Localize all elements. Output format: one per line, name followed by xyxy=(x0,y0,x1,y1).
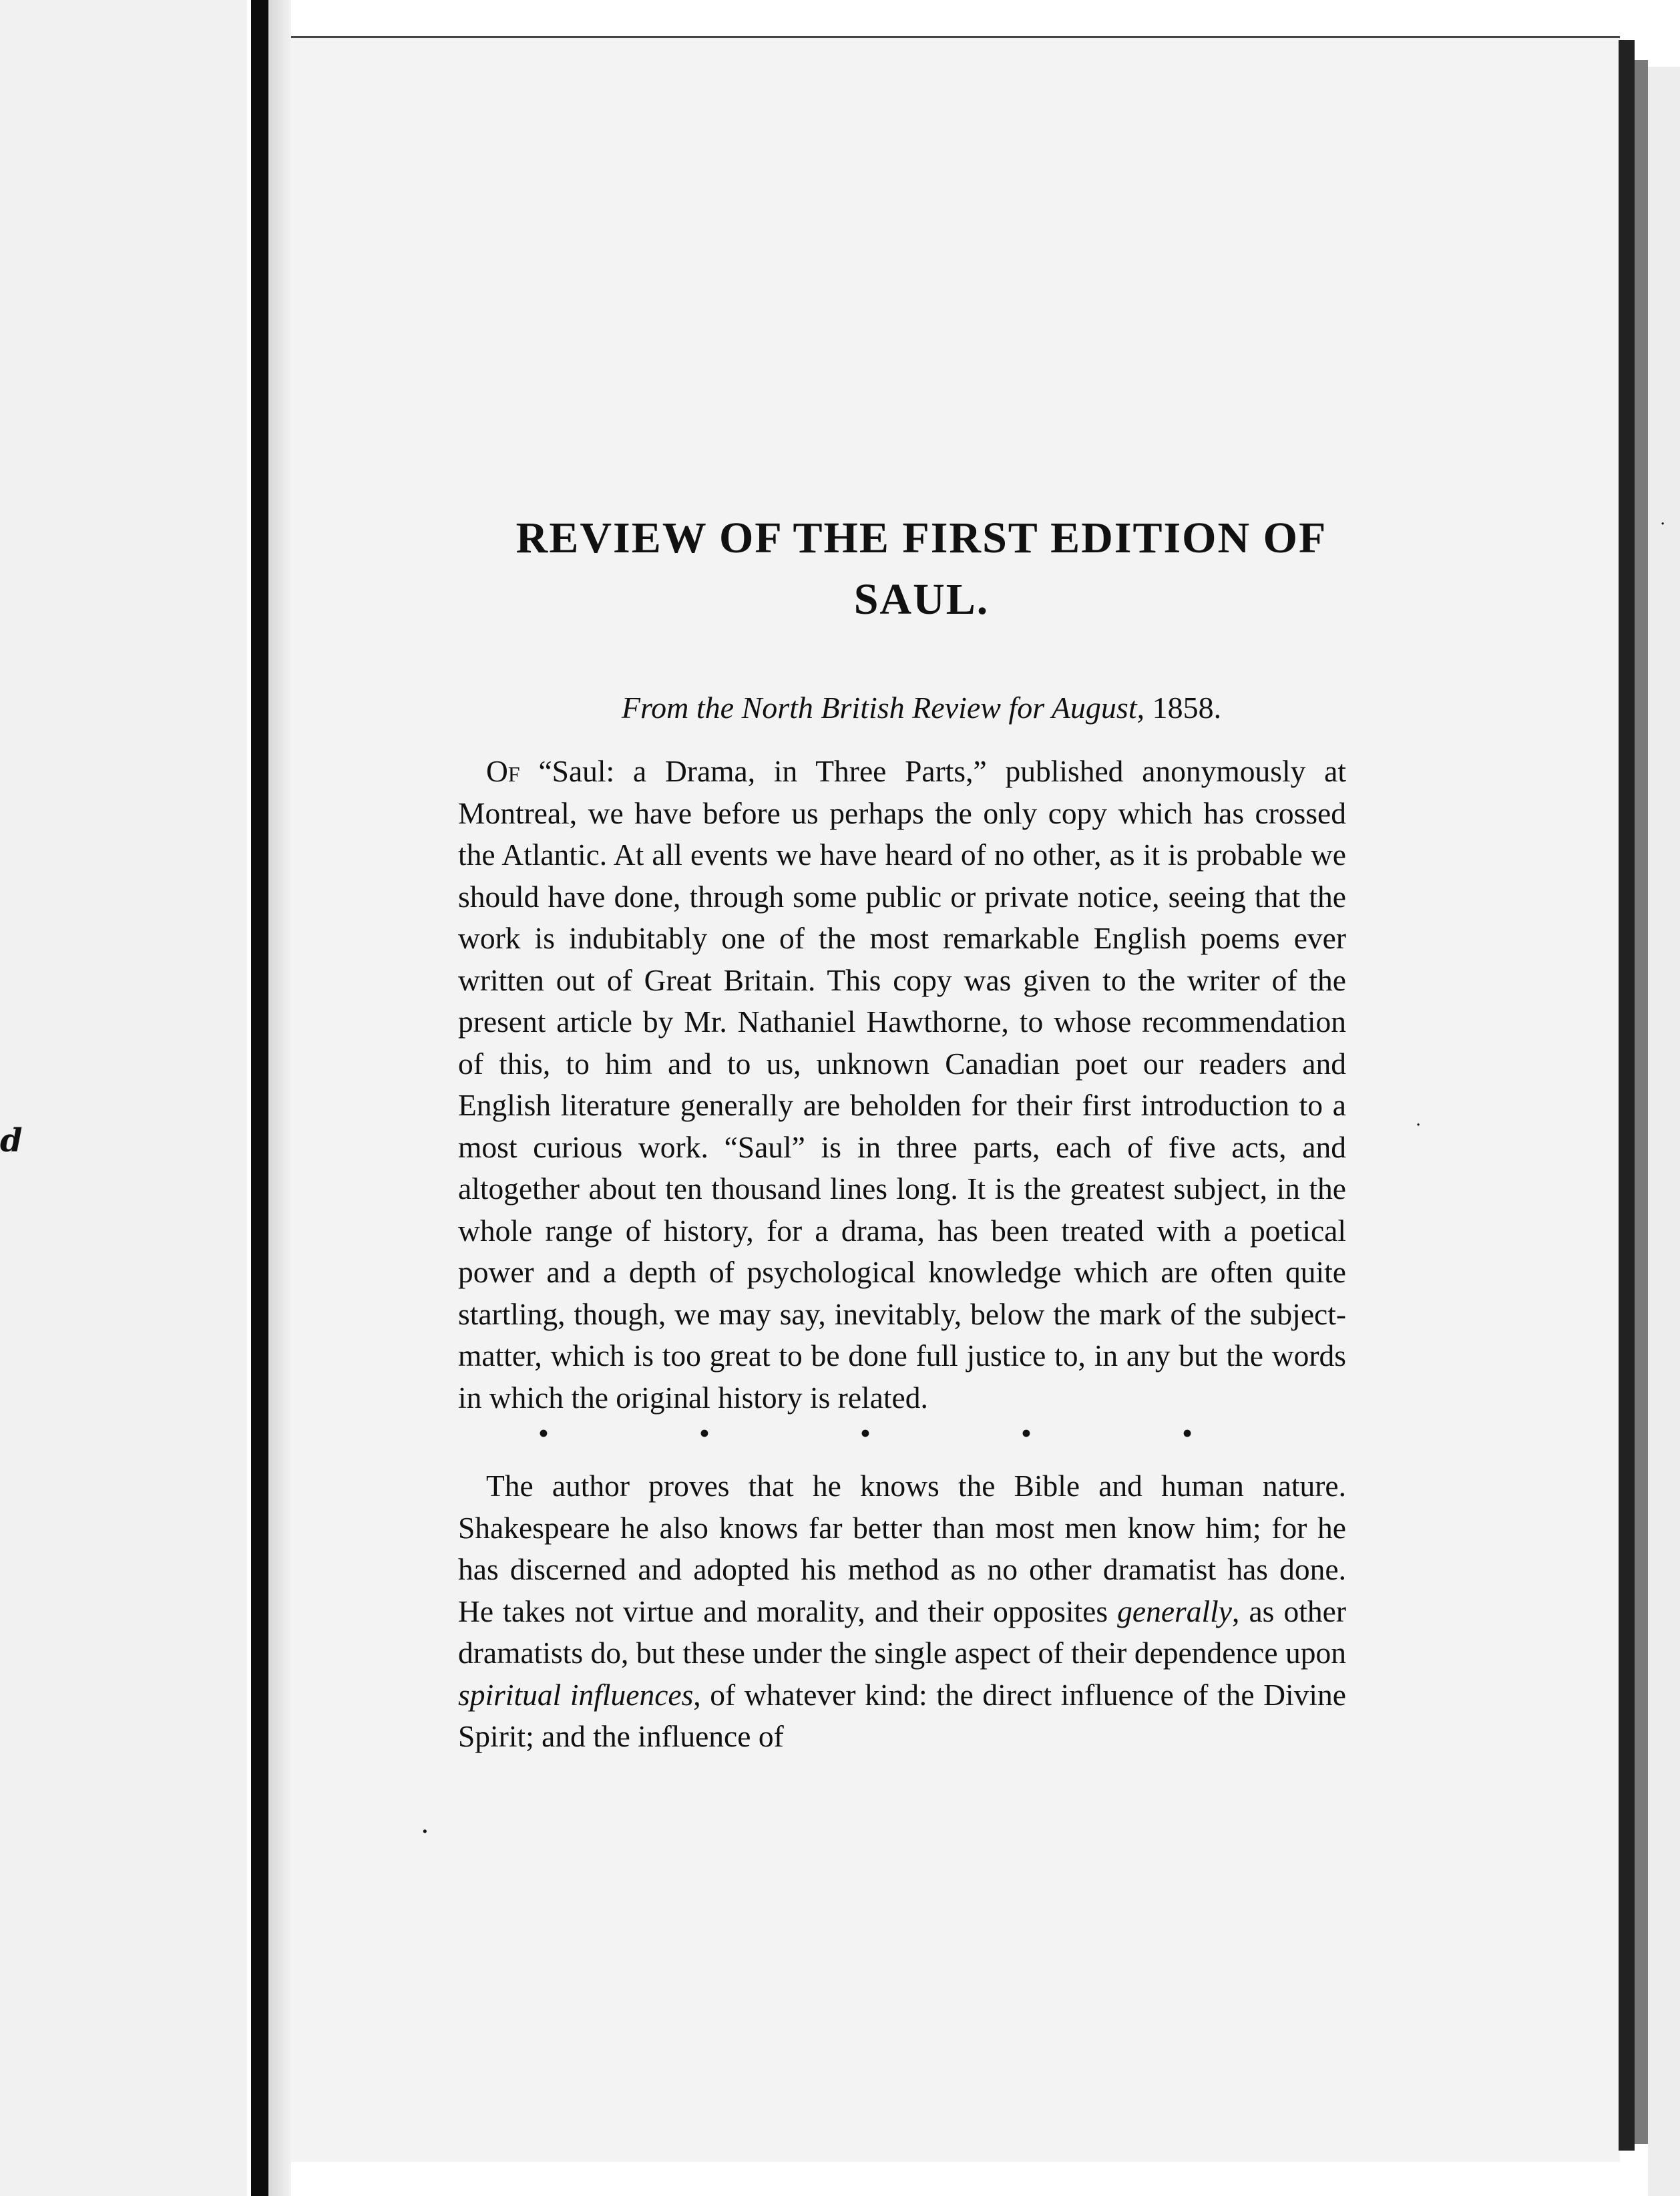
title-line-1: REVIEW OF THE FIRST EDITION OF xyxy=(515,514,1327,562)
ellipsis-dot: • xyxy=(699,1416,710,1450)
paragraph-1 xyxy=(458,751,1346,1419)
scan-background xyxy=(1648,67,1680,2196)
ellipsis-dot: • xyxy=(1021,1416,1032,1450)
ellipsis-dot: • xyxy=(1182,1416,1193,1450)
source-citation xyxy=(461,688,1382,728)
source-name: From the North British Review for August, xyxy=(621,691,1145,725)
paragraph-1-text: “Saul: a Drama, in Three Parts,” published anonymously at Montreal, we have before us perhaps the only copy which has crossed the Atlantic. At all events we have heard of no other, as it is probable we should have done, through some public or private notice, seeing that the work is indubitably one of the most remarkable English poems ever written out of Great Britain. This copy was given to the writer of the present article by Mr. Nathaniel Hawthorne, to whose recommendation of this, to him and to us, unknown Canadian poet our readers and English literature generally are beholden for their first introduction to a most curious work. “Saul” is in three parts, each of five acts, and altogether about ten thousand lines long. It is the greatest subject, in the whole range of history, for a drama, has been treated with a poetical power and a depth of psychological knowledge which are often quite startling, though, we may say, inevitably, below the mark of the subject-matter, which is too great to be done full justice to, in any but the words in which the original history is related. xyxy=(458,754,1347,1415)
ellipsis-row xyxy=(458,1416,1346,1450)
source-year: 1858. xyxy=(1152,691,1222,725)
page-stack-edge xyxy=(1635,60,1648,2144)
page-title xyxy=(461,508,1382,630)
gutter-shadow xyxy=(268,0,291,2196)
page-binding-edge xyxy=(251,0,268,2196)
facing-page-fragment: d xyxy=(0,1122,23,1159)
ellipsis-dot: • xyxy=(860,1416,871,1450)
title-line-2: SAUL. xyxy=(853,575,990,624)
opening-word: Of xyxy=(486,754,520,788)
page-right-edge xyxy=(1619,40,1635,2151)
scan-speck: · xyxy=(1416,1115,1422,1135)
paragraph-2-text-a: The author proves that he knows the Bible and human nature. Shakespeare he also knows far better than most men know him; for he has discerned and adopted his method as no other dramatist has done. He takes not virtue and morality, and their opposites xyxy=(458,1469,1346,1628)
paragraph-2-text-b: , as other dramatists do, but these under the single aspect of their dependence upon xyxy=(458,1594,1346,1670)
emphasis-spiritual-influences: spiritual influences xyxy=(458,1677,694,1712)
ellipsis-dot: • xyxy=(538,1416,549,1450)
scan-speck: · xyxy=(1660,514,1666,534)
facing-page xyxy=(0,0,247,2196)
margin-speck: · xyxy=(421,1817,429,1847)
body-text xyxy=(458,751,1346,1758)
emphasis-generally: generally xyxy=(1117,1594,1232,1628)
paragraph-2 xyxy=(458,1465,1346,1758)
paragraph-2-text-c: , of whatever kind: the direct influence of the Divine Spirit; and the influence of xyxy=(458,1677,1346,1753)
